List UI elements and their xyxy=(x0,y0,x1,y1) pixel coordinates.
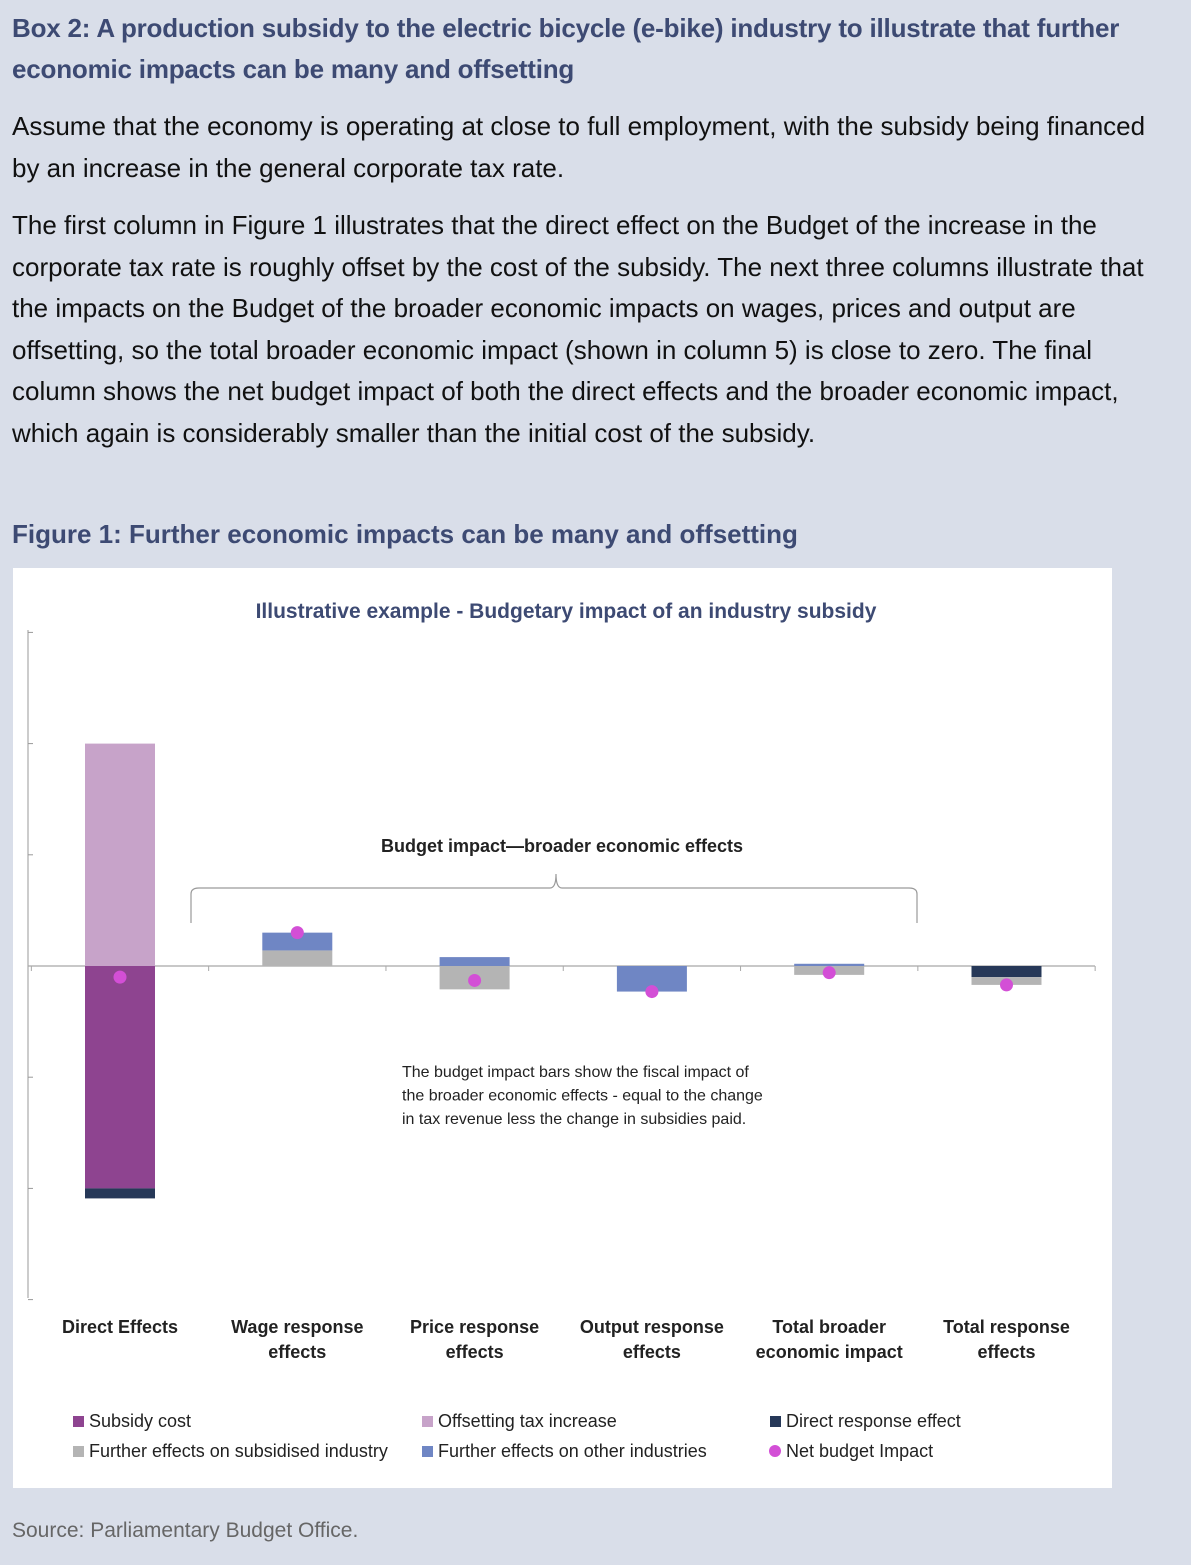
figure-title: Figure 1: Further economic impacts can be many and offsetting xyxy=(12,519,798,549)
bracket-annotation xyxy=(191,874,917,923)
box-title: Box 2: A production subsidy to the electric bicycle (e-bike) industry to illustrate that further economic impacts can be many and offsetting xyxy=(12,13,1120,84)
legend-swatch-direct-response-effect xyxy=(770,1416,781,1427)
marker-net-budget-impact-direct-effects xyxy=(114,971,127,984)
legend-swatch-subsidy-cost xyxy=(73,1416,84,1427)
source-note: Source: Parliamentary Budget Office. xyxy=(12,1519,359,1542)
marker-net-budget-impact-total-response-effects xyxy=(1000,978,1013,991)
category-label: Total broader xyxy=(772,1317,887,1337)
category-label: Output response xyxy=(579,1317,724,1337)
bar-subsidy-cost-direct-effects xyxy=(85,966,155,1188)
category-label: Total response xyxy=(943,1317,1070,1337)
note-line: The budget impact bars show the fiscal impact of xyxy=(402,1064,749,1081)
category-label: effects xyxy=(445,1342,504,1362)
bracket-label: Budget impact—broader economic effects xyxy=(380,836,744,856)
bar-further-effects-on-other-industries-price-response-effects xyxy=(440,957,510,966)
paragraph-assumption: Assume that the economy is operating at close to full employment, with the subsidy being financed by an increase in the general corporate tax rate. xyxy=(12,111,1146,183)
legend-label-offsetting-tax-increase: Offsetting tax increase xyxy=(438,1411,617,1431)
legend-swatch-further-effects-on-other-industries xyxy=(422,1446,433,1457)
category-label: effects xyxy=(622,1342,681,1362)
legend-label-subsidy-cost: Subsidy cost xyxy=(89,1411,192,1431)
category-label: economic impact xyxy=(755,1342,903,1362)
bar-further-effects-on-subsidised-industry-wage-response-effects xyxy=(262,950,332,966)
legend-swatch-net-budget-impact xyxy=(769,1445,781,1457)
category-label: effects xyxy=(977,1342,1036,1362)
category-label: effects xyxy=(268,1342,327,1362)
legend-label-further-effects-on-subsidised-industry: Further effects on subsidised industry xyxy=(89,1441,388,1461)
legend-label-direct-response-effect: Direct response effect xyxy=(786,1411,961,1431)
marker-net-budget-impact-total-broader-economic-impact xyxy=(823,966,836,979)
bar-direct-response-effect-direct-effects xyxy=(85,1188,155,1198)
paragraph-explanation: The first column in Figure 1 illustrates that the direct effect on the Budget of the increase in the corporate tax rate is roughly offset by the cost of the subsidy. The next three columns illustrate that the impacts on the Budget of the broader economic impacts on wages, prices and output are offsetting, so the total broader economic impact (shown in column 5) is close to zero. The final column shows the net budget impact of both the direct effects and the broader economic impact, which again is considerably smaller than the initial cost of the subsidy. xyxy=(12,210,1144,448)
chart-title: Illustrative example - Budgetary impact of an industry subsidy xyxy=(255,600,877,623)
legend-label-net-budget-impact: Net budget Impact xyxy=(786,1441,934,1461)
category-label: Direct Effects xyxy=(61,1317,179,1337)
marker-net-budget-impact-output-response-effects xyxy=(645,985,658,998)
marker-net-budget-impact-price-response-effects xyxy=(468,974,481,987)
bar-further-effects-on-other-industries-total-broader-economic-impact xyxy=(794,964,864,966)
note-line: the broader economic effects - equal to the change xyxy=(402,1087,763,1105)
legend-label-further-effects-on-other-industries: Further effects on other industries xyxy=(438,1441,707,1461)
legend-swatch-further-effects-on-subsidised-industry xyxy=(73,1446,84,1457)
bar-direct-response-effect-total-response-effects xyxy=(972,966,1042,977)
budget-impact-chart xyxy=(13,568,1112,1488)
category-label: Price response xyxy=(410,1317,540,1337)
chart-panel xyxy=(13,568,1112,1488)
legend-swatch-offsetting-tax-increase xyxy=(422,1416,433,1427)
marker-net-budget-impact-wage-response-effects xyxy=(291,926,304,939)
category-label: Wage response xyxy=(231,1317,364,1337)
bar-offsetting-tax-increase-direct-effects xyxy=(85,744,155,966)
note-line: in tax revenue less the change in subsidies paid. xyxy=(402,1111,747,1128)
